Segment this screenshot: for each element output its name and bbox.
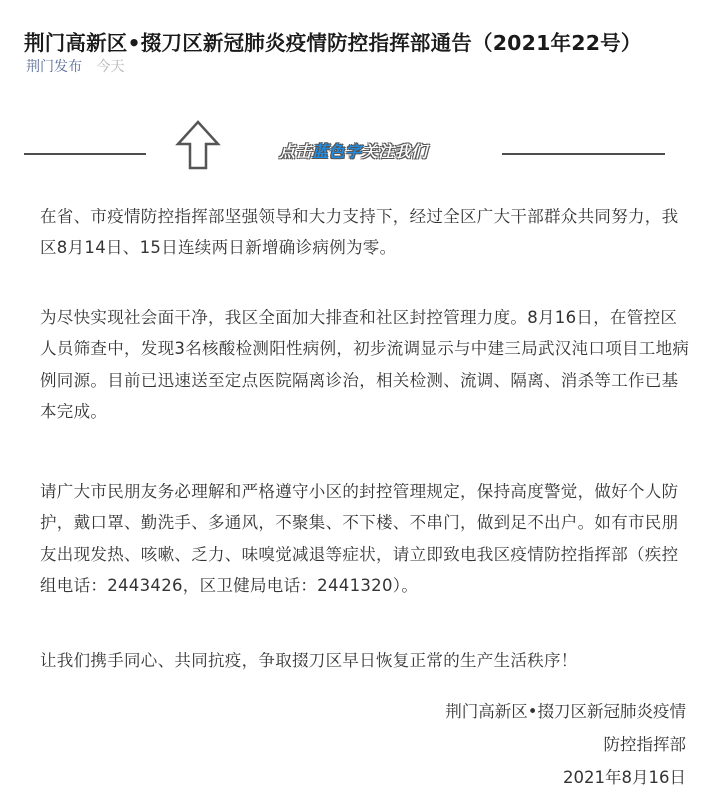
publish-date: 今天	[96, 59, 125, 75]
account-name-link[interactable]: 荆门发布	[26, 59, 82, 75]
paragraph-2: 为尽快实现社会面干净，我区全面加大排查和社区封控管理力度。8月16日，在管控区人员筛查中，发现3名核酸检测阳性病例，初步流调显示与中建三局武汉沌口项目工地病例同源。目前已迅速送至定点医院隔离诊治，相关检测、流调、隔离、消杀等工作已基本完成。	[40, 307, 690, 421]
article-title: 荆门高新区•掇刀区新冠肺炎疫情防控指挥部通告（2021年22号）	[24, 30, 642, 55]
signature-org-line-2: 防控指挥部	[603, 735, 686, 754]
up-arrow-icon[interactable]	[174, 118, 222, 172]
follow-us-link[interactable]	[279, 140, 428, 164]
follow-suffix: 关注我们	[361, 142, 428, 161]
divider-right	[502, 153, 665, 155]
follow-blue-text: 蓝色字	[312, 142, 362, 161]
paragraph-1: 在省、市疫情防控指挥部坚强领导和大力支持下，经过全区广大干部群众共同努力，我区8月14日、15日连续两日新增确诊病例为零。	[40, 206, 679, 257]
signature-org-line-1: 荆门高新区•掇刀区新冠肺炎疫情	[445, 702, 686, 721]
follow-prefix: 点击	[279, 142, 313, 161]
signature-date: 2021年8月16日	[563, 768, 686, 787]
paragraph-4: 让我们携手同心、共同抗疫，争取掇刀区早日恢复正常的生产生活秩序！	[40, 650, 578, 670]
article-meta	[26, 56, 124, 78]
paragraph-3: 请广大市民朋友务必理解和严格遵守小区的封控管理规定，保持高度警觉，做好个人防护，戴口罩、勤洗手、多通风，不聚集、不下楼、不串门，做到足不出户。如有市民朋友出现发热、咳嗽、乏力、味嗅觉减退等症状，请立即致电我区疫情防控指挥部（疾控组电话：2443426，区卫健局电话：2441320）。	[40, 481, 679, 595]
follow-banner	[24, 112, 666, 172]
divider-left	[24, 153, 146, 155]
